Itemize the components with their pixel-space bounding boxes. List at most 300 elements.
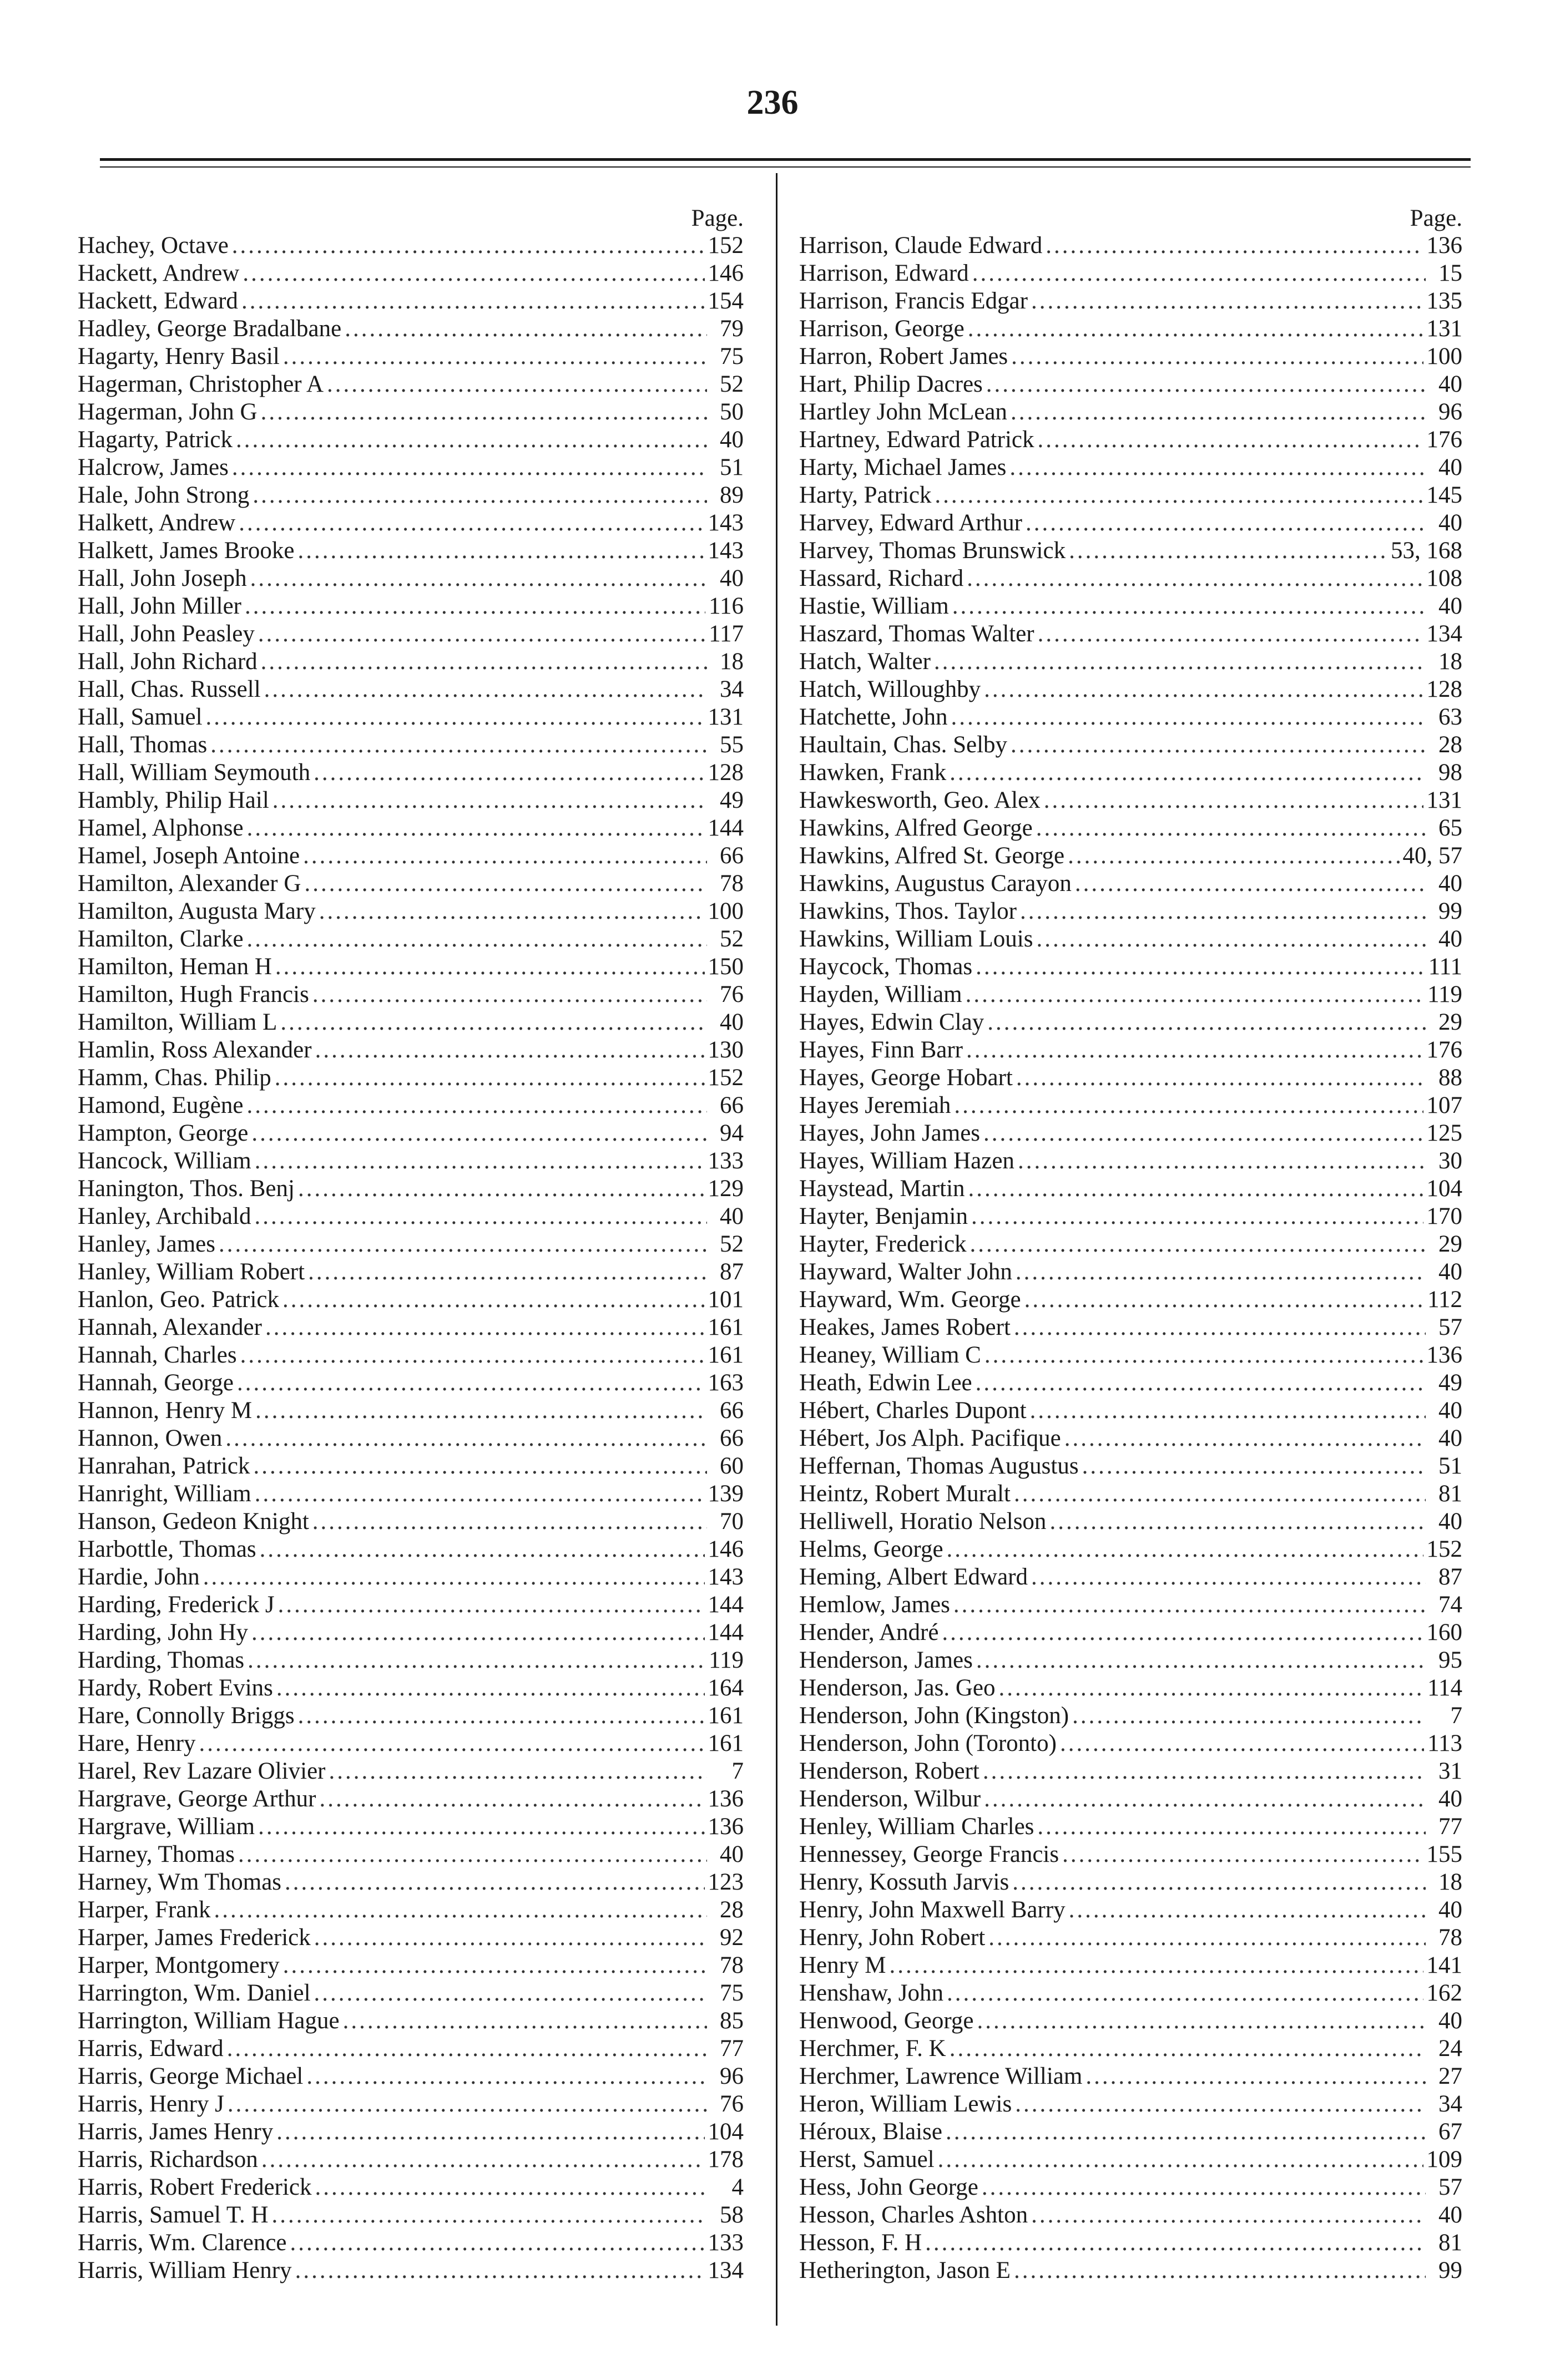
index-entry [78, 898, 744, 925]
entry-name: Hartney, Edward Patrick [799, 427, 1034, 453]
entry-name: Hanley, James [78, 1231, 215, 1257]
index-entry [78, 260, 744, 287]
entry-page-number: 24 [1438, 2035, 1462, 2062]
entry-page-number: 29 [1438, 1231, 1462, 1257]
dot-leader [1030, 1397, 1426, 1425]
entry-page-number: 141 [1426, 1952, 1462, 1978]
index-entry [78, 870, 744, 898]
dot-leader [255, 1397, 707, 1425]
entry-name: Harrison, Claude Edward [799, 232, 1043, 259]
entry-name: Hayes, Finn Barr [799, 1037, 963, 1063]
entry-page-number: 143 [708, 510, 744, 536]
entry-name: Harrington, Wm. Daniel [78, 1980, 311, 2006]
index-entry [799, 482, 1462, 509]
dot-leader [329, 1758, 707, 1785]
dot-leader [1014, 2257, 1426, 2285]
entry-name: Harris, William Henry [78, 2257, 292, 2283]
index-entry [799, 759, 1462, 787]
entry-name: Harris, James Henry [78, 2119, 274, 2145]
dot-leader [984, 1341, 1423, 1369]
entry-name: Haultain, Chas. Selby [799, 732, 1008, 758]
entry-page-number: 40 [1438, 870, 1462, 897]
entry-page-number: 28 [720, 1897, 744, 1923]
entry-name: Halkett, James Brooke [78, 538, 295, 564]
entry-name: Hackett, Andrew [78, 260, 240, 286]
dot-leader [947, 1536, 1423, 1563]
entry-name: Herst, Samuel [799, 2146, 935, 2173]
entry-page-number: 89 [720, 482, 744, 508]
dot-leader [1062, 1841, 1423, 1868]
index-entry [78, 1369, 744, 1397]
entry-page-number: 161 [708, 1703, 744, 1729]
entry-name: Hannah, Charles [78, 1342, 237, 1368]
index-entry [799, 454, 1462, 482]
dot-leader [225, 1425, 707, 1452]
entry-page-number: 75 [720, 1980, 744, 2006]
entry-page-number: 162 [1426, 1980, 1462, 2006]
entry-page-number: 128 [708, 759, 744, 786]
entry-page-number: 94 [720, 1120, 744, 1146]
dot-leader [240, 1341, 705, 1369]
dot-leader [1011, 731, 1426, 759]
dot-leader [260, 1536, 705, 1563]
entry-name: Halkett, Andrew [78, 510, 236, 536]
index-entry [78, 1147, 744, 1175]
entry-name: Hawkins, Thos. Taylor [799, 898, 1017, 924]
entry-name: Harper, Frank [78, 1897, 211, 1923]
dot-leader [977, 2007, 1426, 2035]
entry-name: Herchmer, Lawrence William [799, 2063, 1083, 2089]
dot-leader [972, 260, 1426, 287]
entry-name: Hadley, George Bradalbane [78, 316, 342, 342]
dot-leader [275, 953, 705, 981]
entry-page-number: 104 [708, 2119, 744, 2145]
index-entry [78, 1841, 744, 1868]
dot-leader [998, 1674, 1424, 1702]
entry-page-number: 52 [720, 371, 744, 397]
entry-name: Harris, Wm. Clarence [78, 2230, 287, 2256]
index-entry [799, 565, 1462, 593]
entry-name: Hall, John Joseph [78, 565, 247, 591]
entry-name: Harrison, George [799, 316, 965, 342]
page-number: 236 [746, 84, 799, 121]
entry-page-number: 85 [720, 2008, 744, 2034]
entry-name: Hargrave, George Arthur [78, 1786, 316, 1812]
entry-page-number: 178 [708, 2146, 744, 2173]
dot-leader [1064, 1425, 1426, 1452]
index-entry [78, 1092, 744, 1120]
dot-leader [304, 870, 707, 898]
index-entry [799, 842, 1462, 870]
index-entry [78, 1979, 744, 2007]
index-entry [78, 1868, 744, 1896]
entry-name: Hatch, Walter [799, 649, 931, 675]
dot-leader [258, 620, 705, 648]
entry-page-number: 104 [1426, 1176, 1462, 1202]
dot-leader [942, 1619, 1423, 1647]
entry-name: Hébert, Charles Dupont [799, 1397, 1027, 1424]
entry-page-number: 78 [720, 1952, 744, 1978]
index-column-left [78, 205, 744, 2285]
index-entry [799, 1203, 1462, 1230]
entry-name: Heaney, William C [799, 1342, 981, 1368]
entry-name: Hachey, Octave [78, 232, 229, 259]
entry-name: Hamm, Chas. Philip [78, 1065, 271, 1091]
entry-page-number: 99 [1438, 2257, 1462, 2283]
entry-name: Hall, William Seymouth [78, 759, 311, 786]
entry-name: Hastie, William [799, 593, 949, 619]
index-entry [799, 1120, 1462, 1147]
entry-page-number: 119 [1427, 981, 1462, 1007]
entry-name: Harrison, Edward [799, 260, 969, 286]
index-entry [78, 1036, 744, 1064]
dot-leader [1031, 1563, 1426, 1591]
entry-page-number: 7 [731, 1758, 744, 1784]
entry-page-number: 40 [1438, 1508, 1462, 1535]
dot-leader [987, 1009, 1426, 1036]
entry-name: Henley, William Charles [799, 1814, 1034, 1840]
dot-leader [976, 1647, 1426, 1674]
index-entry [799, 2146, 1462, 2174]
index-entry [78, 287, 744, 315]
entry-name: Hennessey, George Francis [799, 1841, 1059, 1867]
index-entry [799, 676, 1462, 703]
entry-name: Hamlin, Ross Alexander [78, 1037, 312, 1063]
entry-name: Hart, Philip Dacres [799, 371, 983, 397]
entry-name: Harney, Wm Thomas [78, 1869, 282, 1895]
dot-leader [243, 260, 704, 287]
entry-name: Hayes, William Hazen [799, 1148, 1014, 1174]
entry-name: Hanrahan, Patrick [78, 1453, 250, 1479]
index-entry [799, 1868, 1462, 1896]
index-entry [78, 1952, 744, 1979]
dot-leader [982, 2174, 1426, 2201]
dot-leader [245, 593, 705, 620]
entry-name: Harper, James Frederick [78, 1925, 311, 1951]
entry-page-number: 51 [720, 454, 744, 480]
entry-name: Hamilton, Alexander G [78, 870, 301, 897]
entry-page-number: 40 [1438, 926, 1462, 952]
entry-page-number: 170 [1426, 1203, 1462, 1229]
dot-leader [236, 426, 707, 454]
entry-page-number: 133 [708, 1148, 744, 1174]
entry-page-number: 34 [1438, 2091, 1462, 2117]
index-entry [799, 1258, 1462, 1286]
entry-page-number: 131 [708, 704, 744, 730]
dot-leader [935, 482, 1423, 509]
dot-leader [1072, 1702, 1426, 1730]
entry-page-number: 136 [708, 1786, 744, 1812]
entry-page-number: 152 [708, 1065, 744, 1091]
index-entry [78, 2118, 744, 2146]
index-entry [799, 2035, 1462, 2063]
entry-name: Harrington, William Hague [78, 2008, 340, 2034]
entry-name: Hamel, Joseph Antoine [78, 843, 300, 869]
entry-page-number: 65 [1438, 815, 1462, 841]
dot-leader [966, 1036, 1423, 1064]
index-column-right [799, 205, 1462, 2285]
dot-leader [889, 1952, 1423, 1979]
index-entry [78, 426, 744, 454]
dot-leader [265, 1314, 705, 1341]
entry-name: Hagerman, Christopher A [78, 371, 324, 397]
entry-name: Hall, John Peasley [78, 621, 255, 647]
index-entry [799, 953, 1462, 981]
entry-page-number: 134 [708, 2257, 744, 2283]
index-entry [799, 1619, 1462, 1647]
index-entry [799, 787, 1462, 814]
entry-page-number: 53, 168 [1391, 538, 1462, 564]
dot-leader [283, 343, 707, 371]
dot-leader [1036, 925, 1426, 953]
dot-leader [232, 232, 705, 260]
dot-leader [1044, 787, 1423, 814]
entry-name: Hesson, F. H [799, 2230, 922, 2256]
entry-name: Héroux, Blaise [799, 2119, 942, 2145]
entry-page-number: 112 [1427, 1287, 1462, 1313]
index-entry [78, 1480, 744, 1508]
entry-name: Hackett, Edward [78, 288, 238, 314]
dot-leader [237, 1369, 705, 1397]
index-entry [799, 1813, 1462, 1841]
entry-name: Hassard, Richard [799, 565, 964, 591]
entry-name: Harding, Frederick J [78, 1592, 275, 1618]
dot-leader [951, 703, 1426, 731]
index-entry [78, 1341, 744, 1369]
index-entry [799, 1896, 1462, 1924]
dot-leader [1082, 1452, 1426, 1480]
entry-name: Hemlow, James [799, 1592, 950, 1618]
index-entry [799, 870, 1462, 898]
dot-leader [988, 1924, 1426, 1952]
entry-name: Henderson, Wilbur [799, 1786, 981, 1812]
entry-name: Hannon, Henry M [78, 1397, 253, 1424]
dot-leader [1018, 1147, 1426, 1175]
dot-leader [1016, 1064, 1426, 1092]
dot-leader [1036, 814, 1426, 842]
header-rule-thin [100, 166, 1471, 168]
entry-page-number: 99 [1438, 898, 1462, 924]
dot-leader [232, 454, 707, 482]
index-entry [78, 232, 744, 260]
dot-leader [285, 1868, 704, 1896]
dot-leader [315, 1036, 705, 1064]
entry-name: Hamilton, Hugh Francis [78, 981, 309, 1007]
index-entry [78, 925, 744, 953]
dot-leader [199, 1730, 705, 1758]
entry-name: Hanlon, Geo. Patrick [78, 1287, 280, 1313]
dot-leader [251, 1619, 705, 1647]
dot-leader [308, 1258, 707, 1286]
index-entry [78, 1175, 744, 1203]
entry-name: Hanley, William Robert [78, 1259, 305, 1285]
entry-name: Harrison, Francis Edgar [799, 288, 1028, 314]
entry-page-number: 40 [720, 1009, 744, 1035]
dot-leader [315, 2174, 708, 2201]
entry-name: Harris, Richardson [78, 2146, 258, 2173]
index-entry [78, 1286, 744, 1314]
entry-name: Hardie, John [78, 1564, 200, 1590]
entry-page-number: 144 [708, 1619, 744, 1645]
entry-page-number: 76 [720, 2091, 744, 2117]
dot-leader [934, 648, 1426, 676]
entry-name: Heffernan, Thomas Augustus [799, 1453, 1079, 1479]
index-entry [78, 1009, 744, 1036]
entry-page-number: 40 [720, 565, 744, 591]
index-entry [78, 703, 744, 731]
index-entry [799, 2063, 1462, 2090]
entry-page-number: 40 [1438, 1786, 1462, 1812]
entry-page-number: 98 [1438, 759, 1462, 786]
index-entry [799, 1314, 1462, 1341]
index-entry [78, 1702, 744, 1730]
entry-page-number: 51 [1438, 1453, 1462, 1479]
entry-name: Hawken, Frank [799, 759, 947, 786]
entry-page-number: 81 [1438, 1481, 1462, 1507]
index-entry [799, 343, 1462, 371]
index-entry [799, 593, 1462, 620]
entry-name: Hanson, Gedeon Knight [78, 1508, 309, 1535]
index-entry [799, 315, 1462, 343]
entry-name: Helms, George [799, 1536, 943, 1562]
index-entry [78, 2229, 744, 2257]
dot-leader [280, 1009, 707, 1036]
dot-leader [312, 981, 707, 1009]
entry-name: Hesson, Charles Ashton [799, 2202, 1028, 2228]
index-entry [799, 1064, 1462, 1092]
entry-page-number: 131 [1426, 316, 1462, 342]
entry-page-number: 131 [1426, 787, 1462, 813]
dot-leader [967, 565, 1423, 593]
dot-leader [954, 1092, 1423, 1120]
dot-leader [1068, 842, 1399, 870]
index-entry [799, 1841, 1462, 1868]
entry-name: Harvey, Thomas Brunswick [799, 538, 1066, 564]
dot-leader [247, 814, 705, 842]
entry-name: Haystead, Martin [799, 1176, 965, 1202]
entry-page-number: 92 [720, 1925, 744, 1951]
entry-page-number: 143 [708, 1564, 744, 1590]
entry-page-number: 150 [708, 954, 744, 980]
entry-page-number: 117 [709, 621, 744, 647]
dot-leader [253, 1452, 707, 1480]
entry-page-number: 163 [708, 1370, 744, 1396]
entry-name: Henderson, John (Toronto) [799, 1730, 1057, 1756]
entry-name: Hall, John Richard [78, 649, 258, 675]
entry-name: Harris, George Michael [78, 2063, 304, 2089]
entry-page-number: 40 [1438, 1897, 1462, 1923]
dot-leader [278, 1591, 705, 1619]
entry-name: Hare, Henry [78, 1730, 196, 1756]
entry-page-number: 161 [708, 1342, 744, 1368]
entry-page-number: 34 [720, 676, 744, 702]
entry-page-number: 66 [720, 1425, 744, 1451]
entry-name: Hatchette, John [799, 704, 948, 730]
entry-page-number: 154 [708, 288, 744, 314]
dot-leader [1015, 2090, 1426, 2118]
index-entry [78, 1452, 744, 1480]
entry-name: Hayes, George Hobart [799, 1065, 1013, 1091]
dot-leader [1049, 1508, 1426, 1536]
dot-leader [247, 1092, 707, 1120]
entry-name: Hayward, Walter John [799, 1259, 1012, 1285]
index-entry [78, 1536, 744, 1563]
dot-leader [946, 2118, 1426, 2146]
dot-leader [319, 898, 705, 925]
dot-leader [250, 565, 707, 593]
entry-page-number: 40 [1438, 371, 1462, 397]
entry-name: Hawkins, Alfred George [799, 815, 1033, 841]
entry-page-number: 146 [708, 1536, 744, 1562]
entry-name: Hamilton, William L [78, 1009, 277, 1035]
index-entry [799, 371, 1462, 398]
index-entry [799, 1730, 1462, 1758]
entry-page-number: 116 [709, 593, 744, 619]
index-entry [799, 287, 1462, 315]
index-entry [799, 1092, 1462, 1120]
index-entry-list [799, 232, 1462, 2285]
dot-leader [261, 648, 707, 676]
dot-leader [1014, 1480, 1426, 1508]
entry-page-number: 152 [708, 232, 744, 259]
entry-name: Hayter, Benjamin [799, 1203, 968, 1229]
dot-leader [1016, 1258, 1426, 1286]
entry-page-number: 111 [1428, 954, 1462, 980]
index-entry [78, 2146, 744, 2174]
dot-leader [253, 482, 707, 509]
entry-name: Hanley, Archibald [78, 1203, 251, 1229]
entry-page-number: 95 [1438, 1647, 1462, 1673]
entry-name: Hawkins, Alfred St. George [799, 843, 1065, 869]
entry-name: Hawkins, William Louis [799, 926, 1033, 952]
index-entry [78, 1730, 744, 1758]
dot-leader [938, 2146, 1423, 2174]
entry-page-number: 88 [1438, 1065, 1462, 1091]
dot-leader [283, 1952, 707, 1979]
index-entry [799, 2174, 1462, 2201]
entry-name: Hale, John Strong [78, 482, 250, 508]
dot-leader [241, 287, 705, 315]
entry-page-number: 161 [708, 1730, 744, 1756]
dot-leader [1020, 898, 1426, 925]
entry-name: Hayden, William [799, 981, 962, 1007]
index-entry [78, 759, 744, 787]
entry-name: Hamel, Alphonse [78, 815, 244, 841]
index-entry [78, 1591, 744, 1619]
dot-leader [227, 2035, 707, 2063]
entry-name: Hetherington, Jason E [799, 2257, 1011, 2283]
index-entry [78, 2257, 744, 2285]
index-entry [78, 2090, 744, 2118]
entry-name: Haszard, Thomas Walter [799, 621, 1034, 647]
index-entry [799, 1286, 1462, 1314]
entry-page-number: 100 [1426, 343, 1462, 369]
dot-leader [272, 2201, 707, 2229]
dot-leader [1031, 287, 1423, 315]
dot-leader [272, 787, 707, 814]
entry-page-number: 40 [1438, 593, 1462, 619]
index-entry [78, 2007, 744, 2035]
entry-name: Harris, Samuel T. H [78, 2202, 269, 2228]
dot-leader [1037, 1813, 1426, 1841]
index-entry [799, 2229, 1462, 2257]
entry-name: Heintz, Robert Muralt [799, 1481, 1011, 1507]
dot-leader [203, 1563, 705, 1591]
entry-page-number: 125 [1426, 1120, 1462, 1146]
entry-page-number: 40 [1438, 510, 1462, 536]
dot-leader [1011, 398, 1426, 426]
index-entry [78, 1425, 744, 1452]
